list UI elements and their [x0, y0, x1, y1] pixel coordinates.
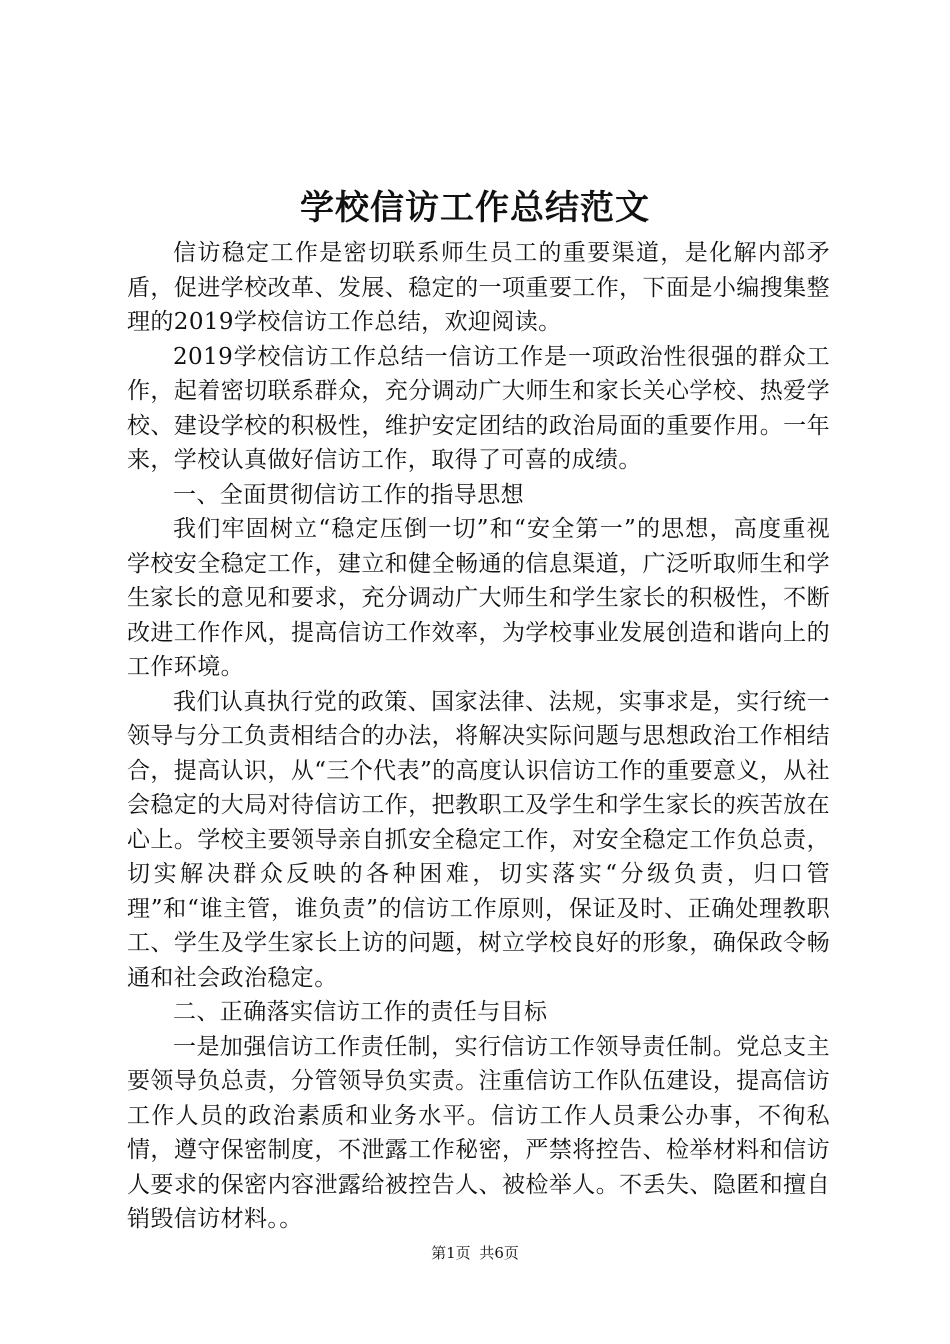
paragraph-intro: 信访稳定工作是密切联系师生员工的重要渠道，是化解内部矛盾，促进学校改革、发展、稳定的一项重要工作，下面是小编搜集整理的2019学校信访工作总结，欢迎阅读。 — [127, 240, 830, 335]
paragraph-section-1b: 我们认真执行党的政策、国家法律、法规，实事求是，实行统一领导与分工负责相结合的办法，将解决实际问题与思想政治工作相结合，提高认识，从“三个代表”的高度认识信访工作的重要意义，从社会稳定的大局对待信访工作，把教职工及学生和学生家长的疾苦放在心上。学校主要领导亲自抓安全稳定工作，对安全稳定工作负总责，切实解决群众反映的各种困难，切实落实“分级负责，归口管理”和“谁主管，谁负责”的信访工作原则，保证及时、正确处理教职工、学生及学生家长上访的问题，树立学校良好的形象，确保政令畅通和社会政治稳定。 — [127, 688, 830, 991]
document-title: 学校信访工作总结范文 — [300, 188, 650, 228]
page-total: 共6页 — [479, 1244, 519, 1262]
paragraph-section-1a: 我们牢固树立“稳定压倒一切”和“安全第一”的思想，高度重视学校安全稳定工作，建立和健全畅通的信息渠道，广泛听取师生和学生家长的意见和要求，充分调动广大师生和学生家长的积极性，不断改进工作作风，提高信访工作效率，为学校事业发展创造和谐向上的工作环境。 — [127, 516, 830, 680]
document-body — [127, 236, 830, 1237]
paragraph-summary: 2019学校信访工作总结一信访工作是一项政治性很强的群众工作，起着密切联系群众，充分调动广大师生和家长关心学校、热爱学校、建设学校的积极性，维护安定团结的政治局面的重要作用。一年来，学校认真做好信访工作，取得了可喜的成绩。 — [127, 343, 830, 473]
section-heading-2: 二、正确落实信访工作的责任与目标 — [173, 999, 548, 1025]
page-footer — [0, 1243, 950, 1263]
paragraph-section-2a: 一是加强信访工作责任制，实行信访工作领导责任制。党总支主要领导负总责，分管领导负实责。注重信访工作队伍建设，提高信访工作人员的政治素质和业务水平。信访工作人员秉公办事，不徇私情，遵守保密制度，不泄露工作秘密，严禁将控告、检举材料和信访人要求的保密内容泄露给被控告人、被检举人。不丢失、隐匿和擅自销毁信访材料。。 — [127, 1033, 830, 1232]
page-number: 第1页 — [431, 1244, 471, 1262]
section-heading-1: 一、全面贯彻信访工作的指导思想 — [173, 481, 524, 508]
